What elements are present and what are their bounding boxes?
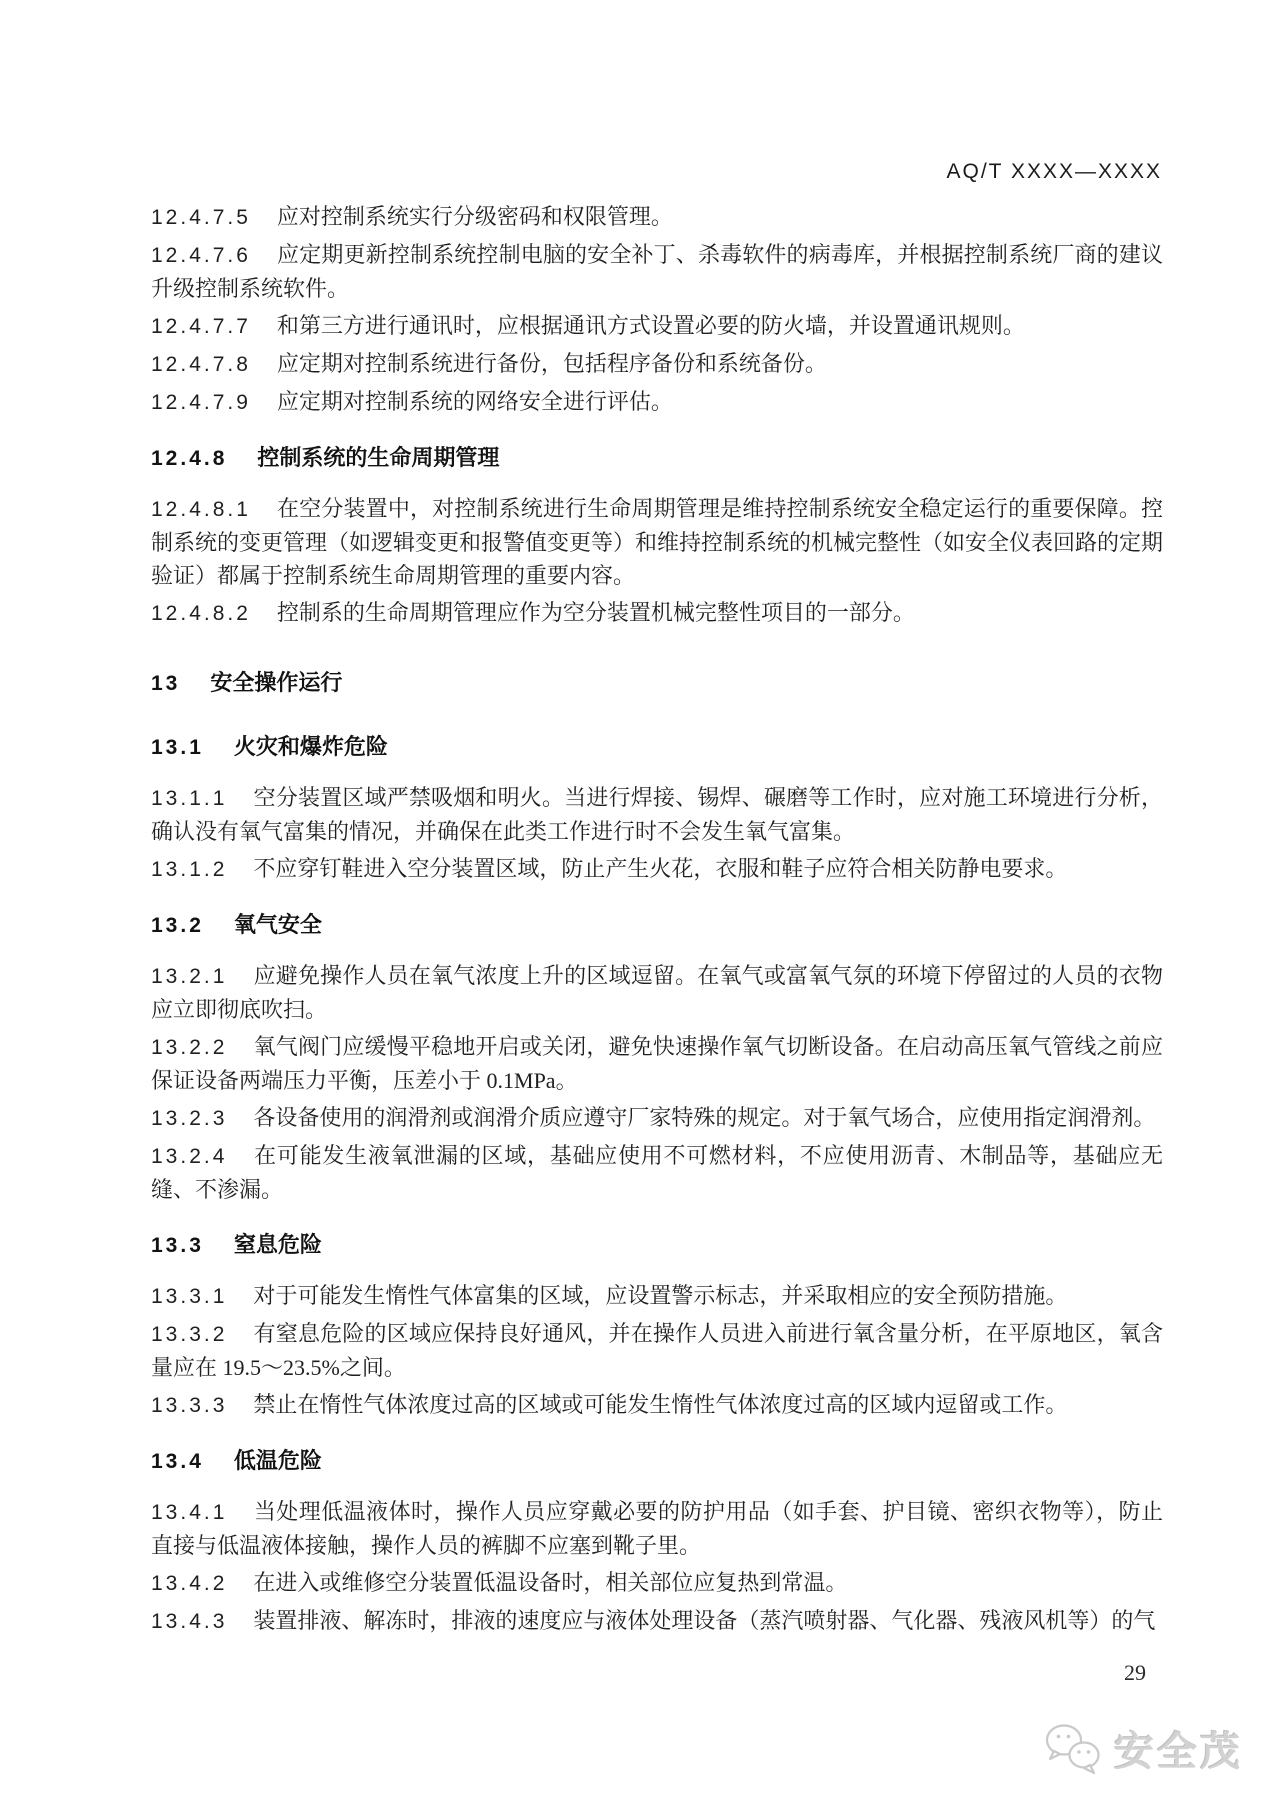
heading-12-4-8 xyxy=(151,441,1163,475)
heading-number: 13.4 xyxy=(151,1450,204,1473)
clause-13-2-3 xyxy=(151,1101,1163,1135)
heading-text: 窒息危险 xyxy=(233,1232,322,1257)
watermark xyxy=(1042,1720,1243,1777)
heading-13-1 xyxy=(151,730,1163,764)
clause-text: 控制系的生命周期管理应作为空分装置机械完整性项目的一部分。 xyxy=(276,600,915,625)
clause-text: 各设备使用的润滑剂或润滑介质应遵守厂家特殊的规定。对于氧气场合，应使用指定润滑剂。 xyxy=(253,1105,1156,1130)
clause-number: 13.3.1 xyxy=(151,1285,228,1308)
heading-text: 低温危险 xyxy=(233,1448,322,1473)
clause-text: 在空分装置中，对控制系统进行生命周期管理是维持控制系统安全稳定运行的重要保障。控制系统的变更管理（如逻辑变更和报警值变更等）和维持控制系统的机械完整性（如安全仪表回路的定期验证）都属于控制系统生命周期管理的重要内容。 xyxy=(151,496,1164,588)
heading-number: 13.3 xyxy=(151,1234,204,1257)
heading-number: 13.1 xyxy=(151,736,204,759)
clause-13-4-1 xyxy=(151,1495,1163,1562)
clause-text: 在进入或维修空分装置低温设备时，相关部位应复热到常温。 xyxy=(253,1570,848,1595)
document-header-code: AQ/T XXXX—XXXX xyxy=(946,160,1162,183)
clause-13-4-2 xyxy=(151,1566,1163,1600)
clause-text: 应定期更新控制系统控制电脑的安全补丁、杀毒软件的病毒库，并根据控制系统厂商的建议升级控制系统软件。 xyxy=(151,242,1163,301)
clause-number: 13.3.3 xyxy=(151,1394,228,1417)
clause-number: 12.4.7.8 xyxy=(151,353,251,376)
page-number: 29 xyxy=(1124,1660,1146,1685)
clause-text: 在可能发生液氧泄漏的区域，基础应使用不可燃材料，不应使用沥青、木制品等，基础应无缝、不渗漏。 xyxy=(151,1143,1163,1202)
clause-number: 13.2.4 xyxy=(151,1145,228,1168)
clause-13-3-3 xyxy=(151,1388,1163,1422)
clause-number: 12.4.7.9 xyxy=(151,391,251,414)
clause-13-1-2 xyxy=(151,852,1163,886)
clause-text: 和第三方进行通讯时，应根据通讯方式设置必要的防火墙，并设置通讯规则。 xyxy=(276,313,1025,338)
clause-text: 有窒息危险的区域应保持良好通风，并在操作人员进入前进行氧含量分析，在平原地区，氧含量应在 19.5～23.5%之间。 xyxy=(151,1321,1163,1380)
watermark-label: 安全茂 xyxy=(1114,1730,1243,1774)
document-body xyxy=(151,200,1163,1638)
heading-13-3 xyxy=(151,1228,1163,1262)
heading-13-4 xyxy=(151,1444,1163,1478)
heading-13-2 xyxy=(151,908,1163,942)
clause-13-2-4 xyxy=(151,1139,1163,1206)
clause-13-4-3 xyxy=(151,1604,1163,1638)
clause-text: 应定期对控制系统进行备份，包括程序备份和系统备份。 xyxy=(276,351,827,376)
clause-13-2-1 xyxy=(151,959,1163,1026)
clause-text: 禁止在惰性气体浓度过高的区域或可能发生惰性气体浓度过高的区域内逗留或工作。 xyxy=(253,1392,1068,1417)
clause-number: 13.3.2 xyxy=(151,1323,228,1346)
heading-number: 13 xyxy=(151,672,181,695)
clause-number: 13.2.2 xyxy=(151,1036,228,1059)
clause-number: 13.4.3 xyxy=(151,1610,228,1633)
clause-text: 应避免操作人员在氧气浓度上升的区域逗留。在氧气或富氧气氛的环境下停留过的人员的衣物应立即彻底吹扫。 xyxy=(151,963,1163,1022)
clause-number: 12.4.8.1 xyxy=(151,498,251,521)
clause-12-4-7-5 xyxy=(151,200,1163,234)
heading-text: 火灾和爆炸危险 xyxy=(233,734,388,759)
clause-text: 氧气阀门应缓慢平稳地开启或关闭，避免快速操作氧气切断设备。在启动高压氧气管线之前应保证设备两端压力平衡，压差小于 0.1MPa。 xyxy=(151,1034,1163,1093)
clause-number: 12.4.7.6 xyxy=(151,244,251,267)
clause-text: 应对控制系统实行分级密码和权限管理。 xyxy=(276,204,673,229)
clause-number: 13.1.1 xyxy=(151,787,228,810)
clause-number: 13.2.3 xyxy=(151,1107,228,1130)
clause-13-3-1 xyxy=(151,1279,1163,1313)
heading-13 xyxy=(151,666,1163,700)
clause-number: 13.4.1 xyxy=(151,1501,228,1524)
clause-number: 12.4.8.2 xyxy=(151,602,251,625)
clause-12-4-8-1 xyxy=(151,492,1163,592)
clause-13-2-2 xyxy=(151,1030,1163,1097)
clause-12-4-8-2 xyxy=(151,596,1163,630)
heading-text: 安全操作运行 xyxy=(210,670,343,695)
heading-text: 氧气安全 xyxy=(233,912,322,937)
heading-text: 控制系统的生命周期管理 xyxy=(257,445,500,470)
clause-12-4-7-9 xyxy=(151,385,1163,419)
clause-text: 对于可能发生惰性气体富集的区域，应设置警示标志，并采取相应的安全预防措施。 xyxy=(253,1283,1068,1308)
clause-13-1-1 xyxy=(151,781,1163,848)
clause-text: 装置排液、解冻时，排液的速度应与液体处理设备（蒸汽喷射器、气化器、残液风机等）的气 xyxy=(253,1608,1156,1633)
clause-number: 12.4.7.7 xyxy=(151,315,251,338)
clause-number: 13.4.2 xyxy=(151,1572,228,1595)
clause-12-4-7-7 xyxy=(151,309,1163,343)
clause-text: 空分装置区域严禁吸烟和明火。当进行焊接、锡焊、碾磨等工作时，应对施工环境进行分析，确认没有氧气富集的情况，并确保在此类工作进行时不会发生氧气富集。 xyxy=(151,785,1163,844)
clause-12-4-7-6 xyxy=(151,238,1163,305)
clause-text: 当处理低温液体时，操作人员应穿戴必要的防护用品（如手套、护目镜、密织衣物等），防止直接与低温液体接触，操作人员的裤脚不应塞到靴子里。 xyxy=(151,1499,1163,1558)
clause-number: 13.1.2 xyxy=(151,858,228,881)
heading-number: 12.4.8 xyxy=(151,447,228,470)
clause-text: 不应穿钉鞋进入空分装置区域，防止产生火花，衣服和鞋子应符合相关防静电要求。 xyxy=(253,856,1068,881)
clause-12-4-7-8 xyxy=(151,347,1163,381)
wechat-icon xyxy=(1042,1723,1104,1775)
clause-13-3-2 xyxy=(151,1317,1163,1384)
clause-number: 13.2.1 xyxy=(151,965,228,988)
heading-number: 13.2 xyxy=(151,914,204,937)
clause-text: 应定期对控制系统的网络安全进行评估。 xyxy=(276,389,673,414)
clause-number: 12.4.7.5 xyxy=(151,206,251,229)
